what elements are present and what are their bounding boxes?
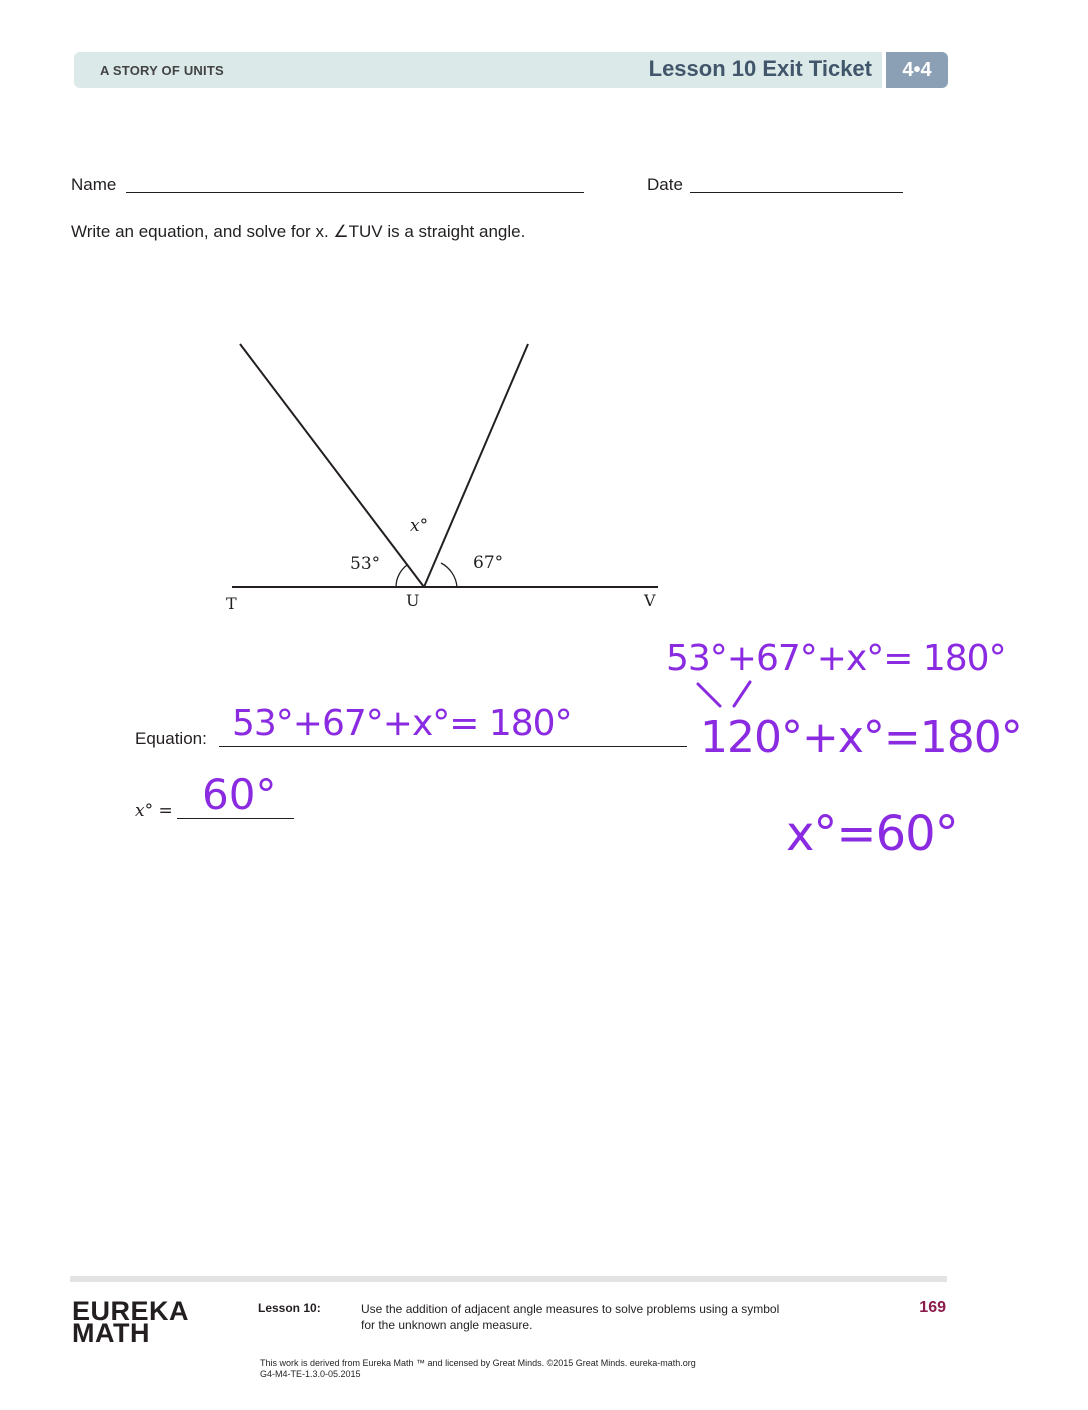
logo-line-1: EUREKA bbox=[72, 1296, 190, 1326]
angle-53-label: 53° bbox=[350, 554, 381, 574]
ray-right bbox=[424, 344, 528, 587]
logo-line-2: MATH bbox=[72, 1318, 150, 1348]
equation-label: Equation: bbox=[135, 729, 207, 748]
work-line-2: 120°+x°=180° bbox=[700, 712, 1022, 763]
credit-line-1: This work is derived from Eureka Math ™ and licensed by Great Minds. ©2015 Great Minds. eureka-math.org bbox=[260, 1358, 696, 1368]
name-label: Name bbox=[71, 175, 117, 194]
credit-line-2: G4-M4-TE-1.3.0-05.2015 bbox=[260, 1369, 361, 1379]
arc-67 bbox=[441, 563, 457, 587]
work-combine-strokes bbox=[690, 676, 770, 716]
eureka-math-logo bbox=[72, 1296, 190, 1348]
footer-credit bbox=[260, 1358, 696, 1380]
footer-rule bbox=[70, 1276, 947, 1282]
grade-module-badge: 4•4 bbox=[886, 52, 948, 88]
work-line-1: 53°+67°+x°= 180° bbox=[666, 638, 1006, 679]
date-label: Date bbox=[647, 175, 683, 194]
handwritten-equation: 53°+67°+x°= 180° bbox=[232, 703, 572, 744]
series-label: A STORY OF UNITS bbox=[100, 63, 224, 78]
problem-prompt: Write an equation, and solve for x. ∠TUV is a straight angle. bbox=[71, 222, 526, 241]
lesson-title: Lesson 10 Exit Ticket bbox=[648, 56, 872, 81]
angle-67-label: 67° bbox=[473, 553, 504, 573]
footer-lesson-description: Use the addition of adjacent angle measures to solve problems using a symbol for the unknown angle measure. bbox=[361, 1302, 780, 1332]
point-u-label: U bbox=[406, 591, 420, 610]
point-t-label: T bbox=[226, 594, 237, 613]
point-v-label: V bbox=[644, 591, 656, 610]
handwritten-x-answer: 60° bbox=[202, 770, 277, 819]
page-number: 169 bbox=[919, 1299, 946, 1316]
equation-line[interactable] bbox=[219, 746, 687, 747]
angle-x-label: x° bbox=[410, 516, 429, 536]
arc-53 bbox=[396, 565, 407, 587]
x-answer-label: x° = bbox=[135, 801, 173, 821]
footer-lesson-label: Lesson 10: bbox=[258, 1301, 321, 1315]
ray-left bbox=[240, 344, 424, 587]
work-line-3: x°=60° bbox=[786, 806, 958, 862]
